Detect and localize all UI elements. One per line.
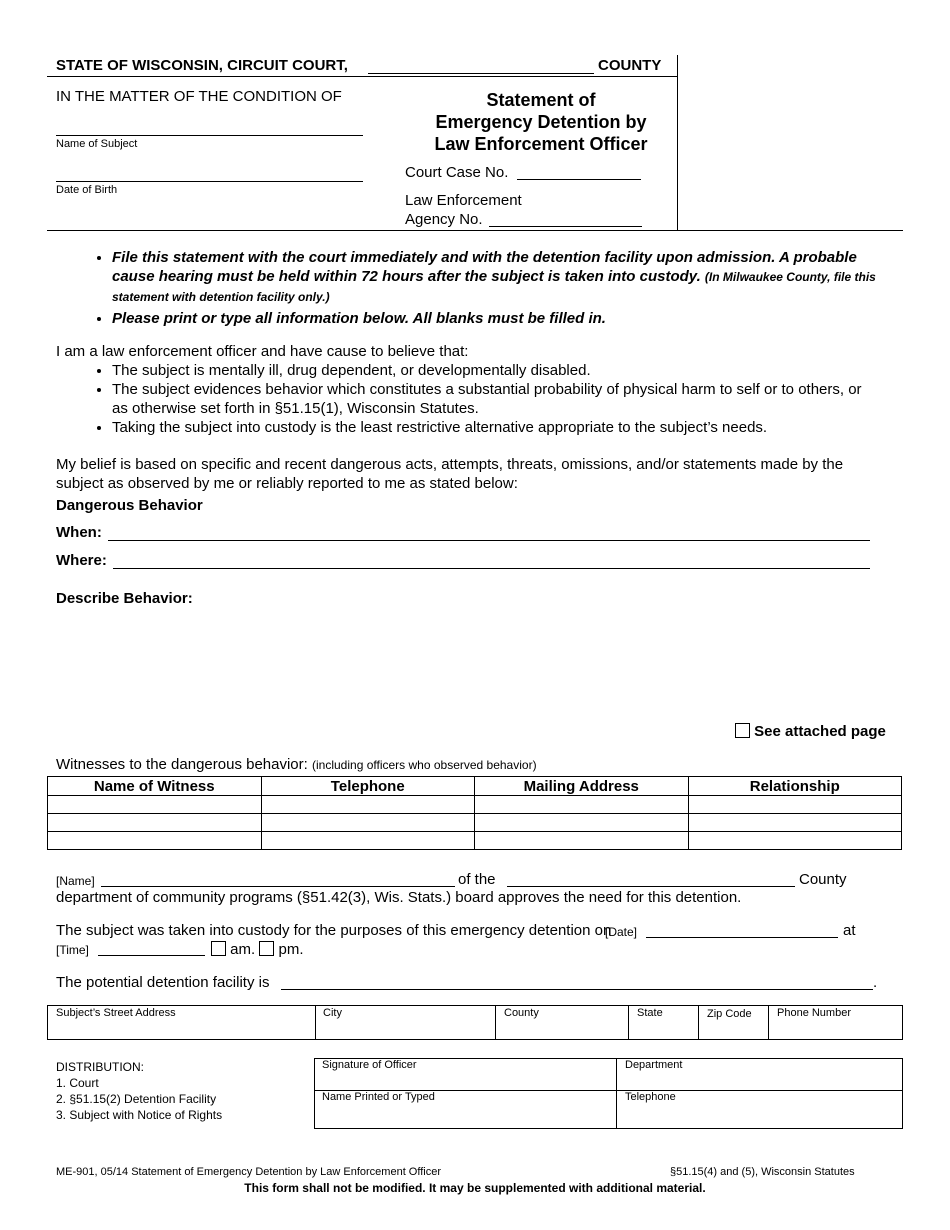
- col-name-of-witness: Name of Witness: [48, 777, 262, 796]
- custody-at-label: at: [843, 922, 856, 939]
- address-divider: [628, 1005, 629, 1039]
- form-title-line2: Emergency Detention by: [435, 112, 647, 132]
- zip-code-label: Zip Code: [707, 1008, 752, 1020]
- header-bottom-rule: [47, 230, 903, 231]
- printed-name-label: Name Printed or Typed: [322, 1091, 435, 1103]
- table-cell[interactable]: [688, 814, 902, 832]
- of-the-label: of the: [458, 871, 496, 888]
- facility-label: The potential detention facility is: [56, 974, 270, 991]
- am-pm-options: [211, 941, 304, 958]
- table-row: [48, 796, 902, 814]
- where-field[interactable]: [113, 568, 870, 569]
- col-relationship: Relationship: [688, 777, 902, 796]
- belief-statement: My belief is based on specific and recent dangerous acts, attempts, threats, omissions, and/or statements made by the subject as observed by me or reliably reported to me as stated below:: [56, 456, 844, 492]
- agency-no-field[interactable]: [489, 226, 642, 227]
- address-divider: [768, 1005, 769, 1039]
- table-cell[interactable]: [475, 814, 689, 832]
- when-label: When:: [56, 524, 102, 541]
- reasons-list: [56, 361, 876, 437]
- distribution-item: 1. Court: [56, 1076, 99, 1090]
- table-cell[interactable]: [475, 832, 689, 850]
- header-top-rule: [47, 76, 678, 77]
- col-telephone: Telephone: [261, 777, 475, 796]
- table-cell[interactable]: [48, 796, 262, 814]
- custody-date-field[interactable]: [646, 937, 838, 938]
- see-attached-label: See attached page: [754, 723, 886, 740]
- address-divider: [698, 1005, 699, 1039]
- dangerous-behavior-heading: Dangerous Behavior: [56, 497, 203, 514]
- reason-item: • Taking the subject into custody is the least restrictive alternative appropriate to the subject’s needs.: [112, 418, 876, 437]
- custody-time-label: [Time]: [56, 943, 89, 957]
- custody-date-label: [Date]: [605, 925, 638, 939]
- distribution-title: DISTRIBUTION:: [56, 1060, 145, 1074]
- header-vertical-divider: [677, 55, 678, 230]
- city-label: City: [323, 1007, 342, 1019]
- table-cell[interactable]: [475, 796, 689, 814]
- matter-label: IN THE MATTER OF THE CONDITION OF: [56, 88, 342, 105]
- county-suffix: COUNTY: [598, 57, 662, 74]
- describe-behavior-area[interactable]: [56, 612, 891, 712]
- statement-intro: I am a law enforcement officer and have cause to believe that:: [56, 343, 469, 360]
- court-heading: [56, 57, 348, 74]
- see-attached-checkbox[interactable]: [735, 723, 750, 738]
- date-of-birth-field[interactable]: [56, 181, 363, 182]
- approval-county-label: County: [799, 871, 847, 888]
- county-name-field[interactable]: [368, 73, 594, 74]
- witnesses-label-note: (including officers who observed behavior): [312, 758, 537, 772]
- distribution-item: 3. Subject with Notice of Rights: [56, 1108, 223, 1122]
- date-of-birth-label: Date of Birth: [56, 184, 118, 196]
- table-cell[interactable]: [261, 796, 475, 814]
- col-mailing-address: Mailing Address: [475, 777, 689, 796]
- address-divider: [315, 1005, 316, 1039]
- am-label: am.: [230, 941, 256, 958]
- describe-behavior-label: Describe Behavior:: [56, 590, 193, 607]
- officer-signature-label: Signature of Officer: [322, 1059, 417, 1071]
- phone-number-label: Phone Number: [777, 1007, 851, 1019]
- instructions: [56, 248, 891, 328]
- distribution-item: 2. §51.15(2) Detention Facility: [56, 1092, 217, 1106]
- custody-text: The subject was taken into custody for the purposes of this emergency detention on: [56, 922, 612, 939]
- instruction-2: • Please print or type all information below. All blanks must be filled in.: [112, 309, 891, 328]
- court-case-label: Court Case No.: [405, 164, 509, 181]
- instruction-1-main: File this statement with the court immediately and with the detention facility upon admission. A probable cause hearing must be held within 72 hours after the subject is taken into custody.: [112, 249, 857, 285]
- approver-name-label: [Name]: [56, 874, 95, 888]
- address-county-label: County: [504, 1007, 539, 1019]
- form-id: ME-901, 05/14 Statement of Emergency Detention by Law Enforcement Officer: [56, 1166, 441, 1178]
- court-prefix: STATE OF WISCONSIN, CIRCUIT COURT,: [56, 57, 348, 74]
- approver-name-field[interactable]: [101, 886, 455, 887]
- approval-county-field[interactable]: [507, 886, 795, 887]
- witness-table: [47, 776, 902, 850]
- when-field[interactable]: [108, 540, 870, 541]
- table-cell[interactable]: [48, 814, 262, 832]
- statute-reference: §51.15(4) and (5), Wisconsin Statutes: [670, 1166, 855, 1178]
- am-checkbox[interactable]: [211, 941, 226, 956]
- footer-notice: This form shall not be modified. It may be supplemented with additional material.: [244, 1181, 706, 1195]
- see-attached: [735, 723, 886, 740]
- table-cell[interactable]: [48, 832, 262, 850]
- state-label: State: [637, 1007, 663, 1019]
- custody-time-field[interactable]: [98, 955, 205, 956]
- agency-label-line1: Law Enforcement: [405, 192, 522, 209]
- street-address-label: Subject’s Street Address: [56, 1007, 176, 1019]
- signature-divider: [616, 1058, 617, 1128]
- table-row: [48, 832, 902, 850]
- agency-label-line2: Agency No.: [405, 211, 483, 228]
- table-cell[interactable]: [688, 796, 902, 814]
- form-title-line1: Statement of: [486, 90, 596, 110]
- instruction-1-note: (In Milwaukee County, file this statement with detention facility only.): [112, 270, 876, 304]
- table-cell[interactable]: [688, 832, 902, 850]
- pm-label: pm.: [278, 941, 304, 958]
- facility-field[interactable]: [281, 989, 873, 990]
- distribution-list: [56, 1059, 222, 1123]
- witnesses-label-main: Witnesses to the dangerous behavior:: [56, 756, 308, 773]
- approval-statement: department of community programs (§51.42(3), Wis. Stats.) board approves the need for this detention.: [56, 889, 742, 906]
- instruction-1: [112, 248, 891, 307]
- address-divider: [495, 1005, 496, 1039]
- table-cell[interactable]: [261, 832, 475, 850]
- witness-table-header: [48, 777, 902, 796]
- officer-telephone-label: Telephone: [625, 1091, 676, 1103]
- table-row: [48, 814, 902, 832]
- subject-name-field[interactable]: [56, 135, 363, 136]
- form-title-line3: Law Enforcement Officer: [434, 134, 648, 154]
- reason-item: • The subject evidences behavior which constitutes a substantial probability of physical harm to self or to others, or as otherwise set forth in §51.15(1), Wisconsin Statutes.: [112, 380, 876, 418]
- reason-item: • The subject is mentally ill, drug dependent, or developmentally disabled.: [112, 361, 876, 380]
- where-label: Where:: [56, 552, 107, 569]
- court-case-field[interactable]: [517, 179, 641, 180]
- facility-period: .: [873, 974, 878, 991]
- subject-name-label: Name of Subject: [56, 138, 138, 150]
- witnesses-label: [56, 756, 537, 773]
- department-label: Department: [625, 1059, 683, 1071]
- table-cell[interactable]: [261, 814, 475, 832]
- pm-checkbox[interactable]: [259, 941, 274, 956]
- form-title: [405, 89, 677, 155]
